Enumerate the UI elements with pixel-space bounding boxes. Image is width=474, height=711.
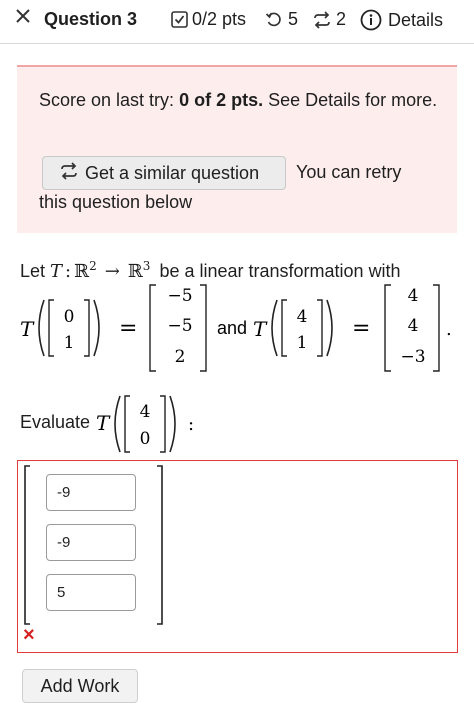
codomain-exponent: 3 xyxy=(142,259,151,273)
paren-right-1 xyxy=(94,300,99,356)
v2-entry-1: 1 xyxy=(296,333,308,353)
img1-entry-2: 2 xyxy=(174,347,186,367)
similar-question-label: Get a similar question xyxy=(85,162,260,183)
undo-icon xyxy=(265,11,283,29)
add-work-button[interactable]: Add Work xyxy=(22,669,138,703)
colon: : xyxy=(65,261,72,282)
retry-note: You can retry xyxy=(296,162,402,182)
img1-entry-0: −5 xyxy=(167,286,193,306)
bracket-left-img2 xyxy=(385,285,391,371)
T-symbol-1: T xyxy=(20,317,34,341)
similar-question-button[interactable] xyxy=(42,156,286,190)
points-text: 0/2 pts xyxy=(192,9,247,29)
bracket-right-img2 xyxy=(433,285,439,371)
map-arrow: → xyxy=(104,261,120,282)
question-header xyxy=(0,0,474,44)
codomain-symbol: ℝ xyxy=(127,261,143,282)
retries-status xyxy=(312,9,346,30)
paren-right-2 xyxy=(327,300,332,356)
intro-suffix: be a linear transformation with xyxy=(159,261,401,281)
v2-entry-0: 4 xyxy=(296,307,308,327)
problem-intro xyxy=(20,259,401,282)
T-symbol-3: T xyxy=(96,411,110,435)
repeat-icon xyxy=(59,162,85,185)
img2-entry-0: 4 xyxy=(407,286,419,306)
details-label: Details xyxy=(388,9,444,30)
paren-left-2 xyxy=(272,300,277,356)
score-banner xyxy=(17,65,457,233)
bracket-right-v2 xyxy=(317,300,322,356)
details-button[interactable] xyxy=(360,9,443,31)
img2-entry-2: −3 xyxy=(400,347,426,367)
score-message xyxy=(39,89,439,112)
checkbox-icon xyxy=(171,11,188,28)
v3-entry-1: 0 xyxy=(139,429,151,449)
paren-left-3 xyxy=(115,396,120,452)
close-button[interactable] xyxy=(16,9,30,23)
score-suffix: See Details for more. xyxy=(263,90,438,110)
evaluate-expression xyxy=(90,392,210,456)
transformation-equations xyxy=(0,280,474,380)
and-word: and xyxy=(217,318,248,338)
transform-symbol: T xyxy=(50,261,63,282)
answer-entry-1[interactable]: -9 xyxy=(46,474,136,511)
bracket-left-v2 xyxy=(282,300,287,356)
paren-left-1 xyxy=(39,300,44,356)
bracket-left-v1 xyxy=(49,300,54,356)
domain-exponent: 2 xyxy=(89,259,97,273)
T-symbol-2: T xyxy=(253,317,267,341)
bracket-left-v3 xyxy=(125,396,130,452)
score-value: 0 of 2 pts. xyxy=(179,90,264,110)
bracket-right-img1 xyxy=(200,285,206,371)
answer-entry-2[interactable]: -9 xyxy=(46,524,136,561)
attempts-count: 5 xyxy=(288,9,299,29)
bracket-right-v3 xyxy=(160,396,165,452)
retries-count: 2 xyxy=(336,9,347,29)
attempts-status xyxy=(265,9,298,30)
v3-entry-0: 4 xyxy=(139,402,151,422)
answer-box xyxy=(17,460,458,653)
img1-entry-1: −5 xyxy=(167,316,193,336)
eval-colon: : xyxy=(188,414,195,435)
info-icon xyxy=(360,9,382,31)
incorrect-x-icon: × xyxy=(23,624,35,646)
intro-prefix: Let xyxy=(20,261,51,281)
period: . xyxy=(446,319,452,340)
points-status xyxy=(171,9,246,30)
question-title: Question 3 xyxy=(44,9,138,29)
score-prefix: Score on last try: xyxy=(39,90,180,110)
close-icon xyxy=(16,9,30,23)
answer-entry-3[interactable]: 5 xyxy=(46,574,136,611)
domain-symbol: ℝ xyxy=(74,261,90,282)
repeat-icon xyxy=(312,11,332,29)
equals-1: = xyxy=(119,316,138,341)
v1-entry-0: 0 xyxy=(63,307,75,327)
paren-right-3 xyxy=(170,396,175,452)
retry-note-line2: this question below xyxy=(39,192,193,212)
evaluate-label: Evaluate xyxy=(20,412,91,432)
bracket-left-img1 xyxy=(150,285,156,371)
bracket-right-v1 xyxy=(84,300,89,356)
equals-2: = xyxy=(352,316,371,341)
v1-entry-1: 1 xyxy=(63,333,75,353)
img2-entry-1: 4 xyxy=(407,316,419,336)
